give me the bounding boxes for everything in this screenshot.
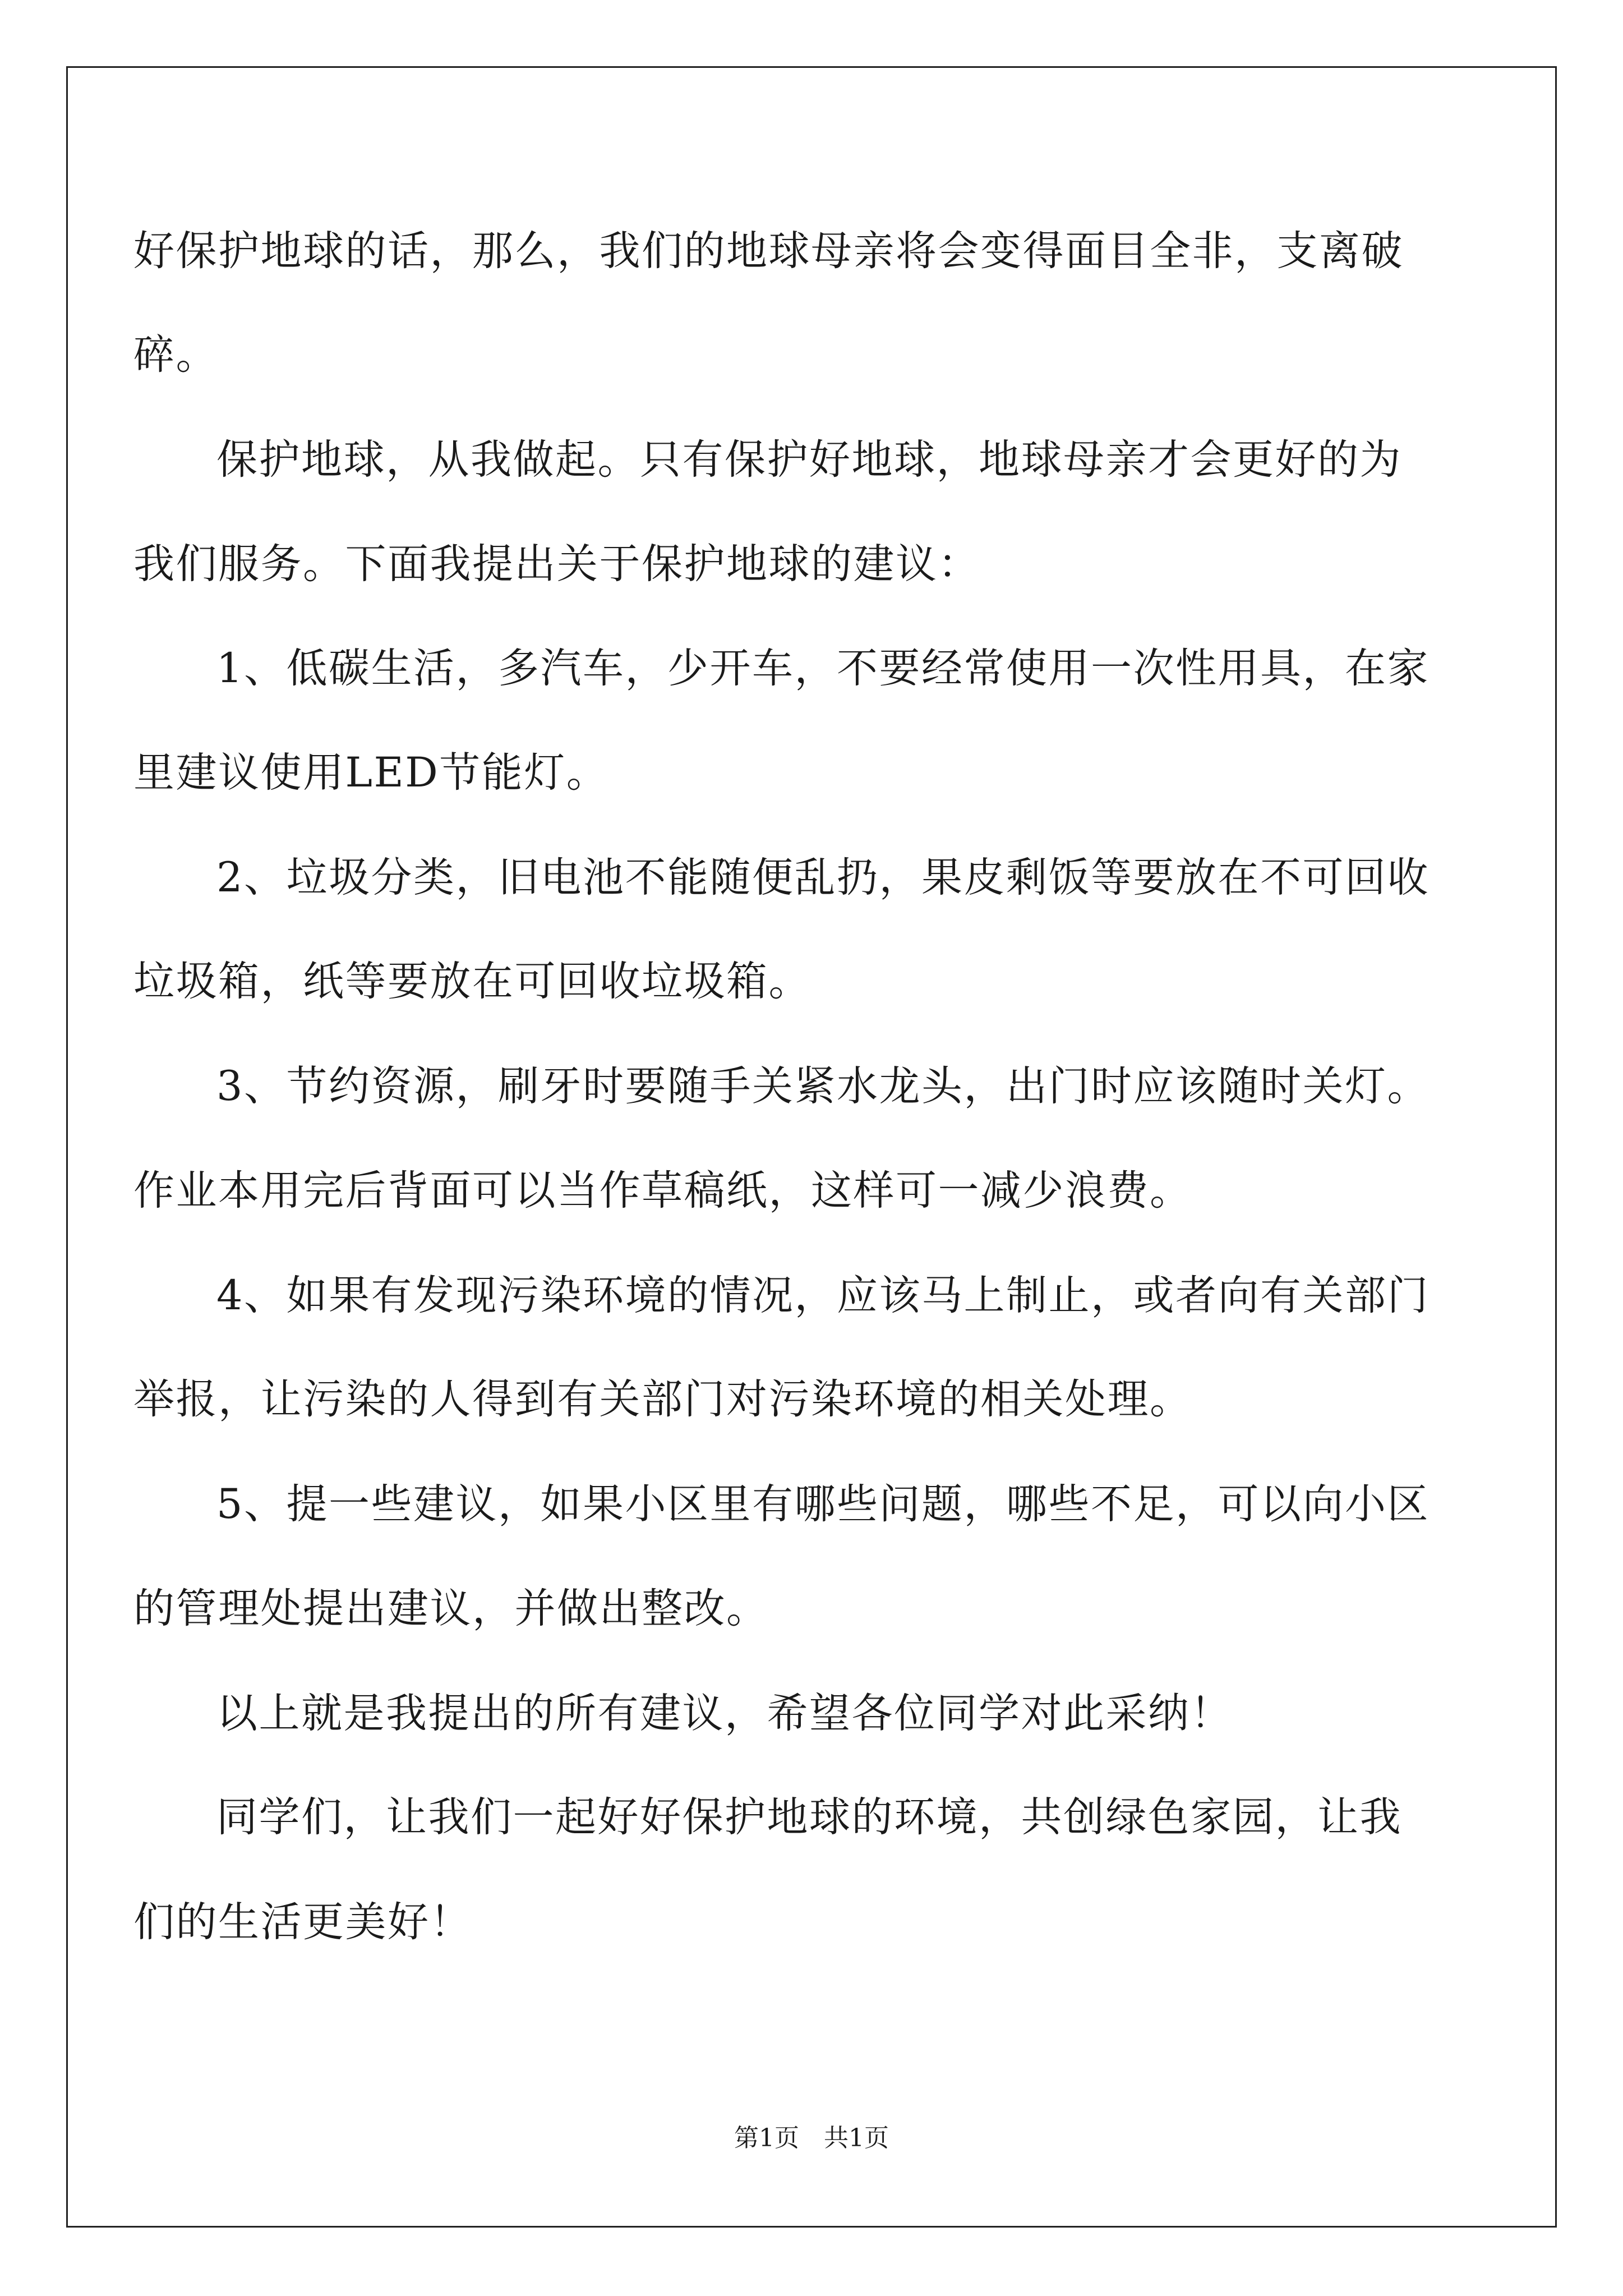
paragraph-first-line: 3、节约资源，刷牙时要随手关紧水龙头，出门时应该随时关灯。: [216, 1062, 1430, 1110]
paragraph-first-line: 5、提一些建议，如果小区里有哪些问题，哪些不足，可以向小区: [216, 1480, 1430, 1528]
text-line: 的管理处提出建议，并做出整改。: [133, 1585, 769, 1632]
text-line: 我们服务。下面我提出关于保护地球的建议：: [133, 540, 980, 588]
paragraph-first-line: 2、垃圾分类，旧电池不能随便乱扔，果皮剩饭等要放在不可回收: [216, 854, 1430, 901]
paragraph-first-line: 1、低碳生活，多汽车，少开车，不要经常使用一次性用具，在家: [216, 645, 1430, 692]
text-line: 作业本用完后背面可以当作草稿纸，这样可一减少浪费。: [133, 1167, 1192, 1214]
page-number: 第1页 共1页: [734, 2124, 889, 2152]
paragraph-first-line: 4、如果有发现污染环境的情况，应该马上制止，或者向有关部门: [216, 1272, 1430, 1319]
text-line: 们的生活更美好！: [133, 1898, 472, 1946]
text-line: 碎。: [133, 331, 218, 379]
paragraph-first-line: 以上就是我提出的所有建议，希望各位同学对此采纳！: [216, 1690, 1233, 1737]
text-line: 里建议使用LED节能灯。: [133, 749, 609, 797]
text-line: 举报，让污染的人得到有关部门对污染环境的相关处理。: [133, 1375, 1192, 1423]
paragraph-first-line: 同学们，让我们一起好好保护地球的环境，共创绿色家园，让我: [216, 1793, 1402, 1841]
text-line: 垃圾箱，纸等要放在可回收垃圾箱。: [133, 958, 811, 1005]
text-line: 好保护地球的话，那么，我们的地球母亲将会变得面目全非，支离破: [133, 227, 1404, 275]
paragraph-first-line: 保护地球，从我做起。只有保护好地球，地球母亲才会更好的为: [216, 436, 1402, 484]
